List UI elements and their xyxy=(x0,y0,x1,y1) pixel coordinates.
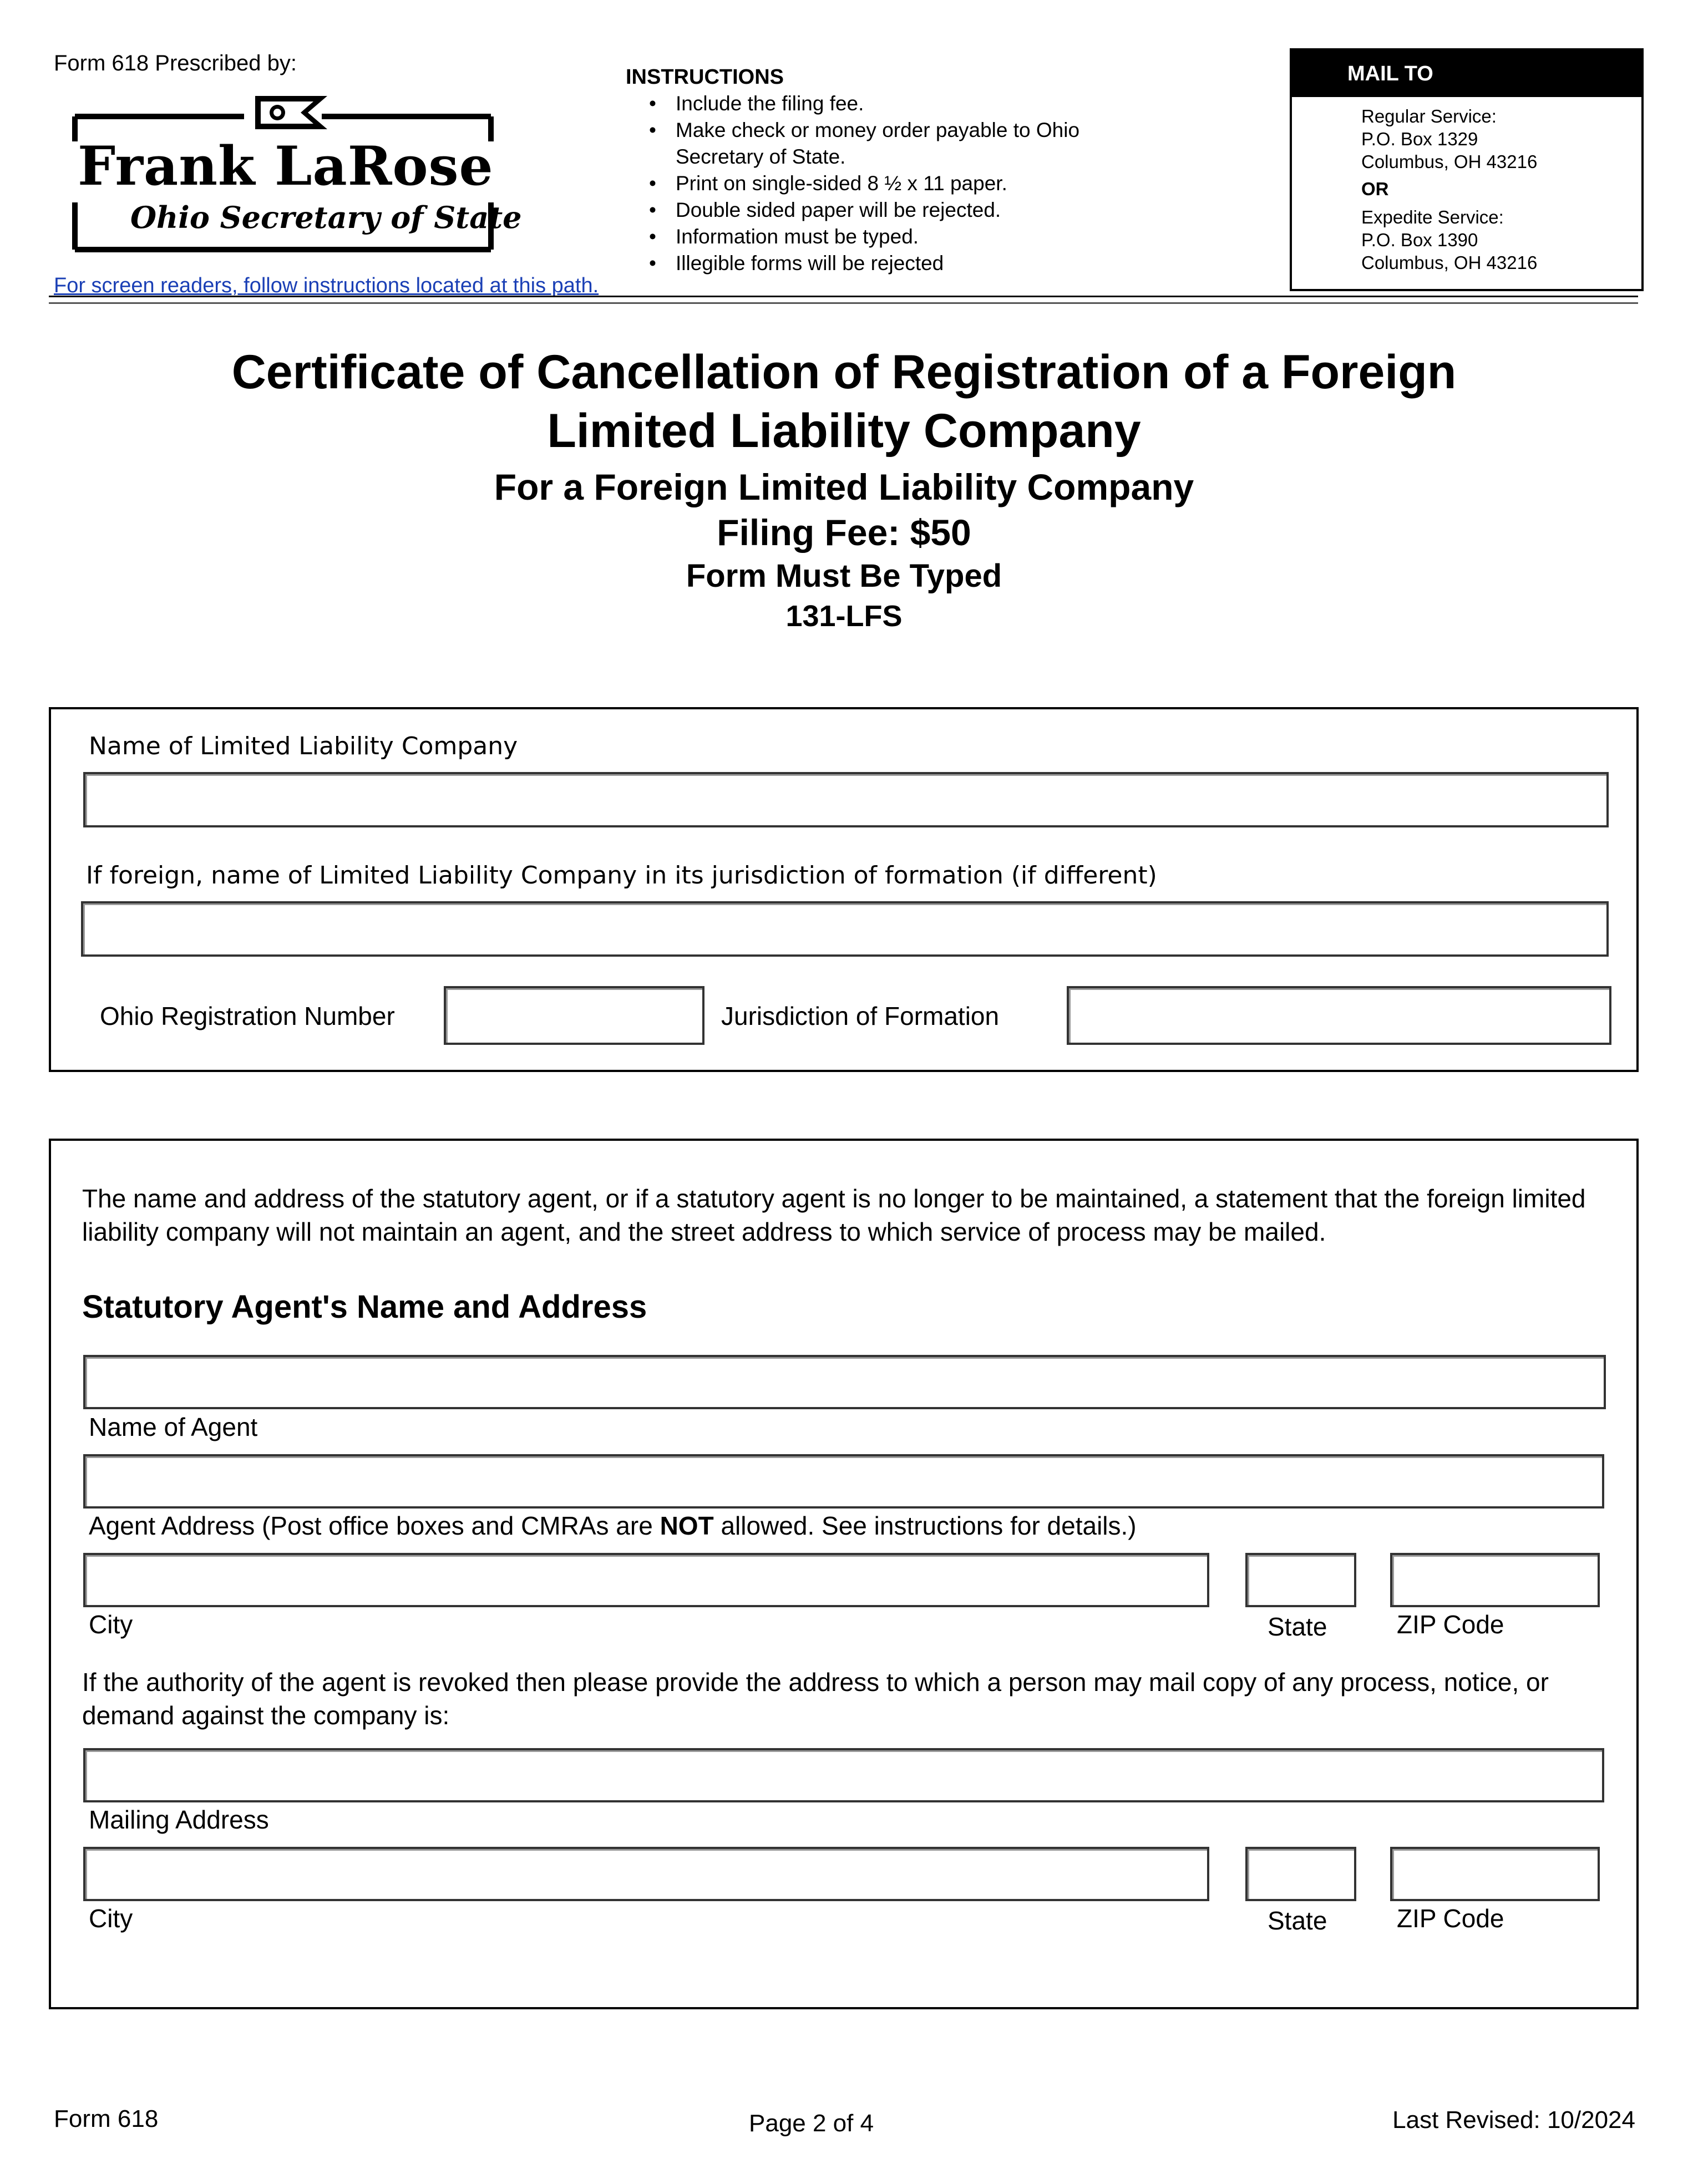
instruction-item: • Illegible forms will be rejected xyxy=(676,250,1125,277)
mailing-state-label: State xyxy=(1268,1906,1327,1935)
mailing-city-label: City xyxy=(89,1904,133,1933)
or-label: OR xyxy=(1361,179,1389,199)
logo-name: Frank LaRose xyxy=(78,135,494,197)
agent-heading: Statutory Agent's Name and Address xyxy=(82,1289,647,1325)
agent-address-input[interactable] xyxy=(83,1454,1604,1509)
agent-address-label: Agent Address (Post office boxes and CMRAs are NOT allowed. See instructions for details.) xyxy=(89,1511,1137,1540)
logo-subtitle: Ohio Secretary of State xyxy=(130,200,522,235)
mailing-zip-label: ZIP Code xyxy=(1397,1904,1504,1933)
agent-name-input[interactable] xyxy=(83,1355,1606,1409)
mailing-address-label: Mailing Address xyxy=(89,1805,269,1834)
jurisdiction-label: Jurisdiction of Formation xyxy=(721,1002,1000,1030)
screen-reader-link[interactable]: For screen readers, follow instructions located at this path. xyxy=(54,274,599,297)
jurisdiction-input[interactable] xyxy=(1067,986,1611,1045)
instruction-item: • Include the filing fee. xyxy=(676,90,1125,117)
mailing-city-input[interactable] xyxy=(83,1847,1209,1901)
foreign-name-input[interactable] xyxy=(81,901,1609,957)
mailing-state-input[interactable] xyxy=(1245,1847,1356,1901)
mail-to-title: MAIL TO xyxy=(1292,50,1641,97)
registration-number-input[interactable] xyxy=(444,986,704,1045)
instruction-item: • Double sided paper will be rejected. xyxy=(676,197,1125,224)
registration-number-label: Ohio Registration Number xyxy=(100,1002,395,1030)
foreign-name-label: If foreign, name of Limited Liability Company in its jurisdiction of formation (if different) xyxy=(86,861,1157,890)
form-code: 131-LFS xyxy=(785,600,903,633)
page-title-line1: Certificate of Cancellation of Registration of a Foreign xyxy=(231,346,1457,399)
agent-state-label: State xyxy=(1268,1612,1327,1641)
page-subtitle: For a Foreign Limited Liability Company xyxy=(494,466,1194,507)
header-rule xyxy=(49,296,1638,297)
regular-city: Columbus, OH 43216 xyxy=(1361,151,1538,172)
footer-page: Page 2 of 4 xyxy=(749,2110,874,2137)
expedite-city: Columbus, OH 43216 xyxy=(1361,252,1538,273)
prescribed-by: Form 618 Prescribed by: xyxy=(54,51,297,75)
page-title-line2: Limited Liability Company xyxy=(547,404,1141,458)
agent-city-input[interactable] xyxy=(83,1553,1209,1607)
revoked-text: If the authority of the agent is revoked then please provide the address to which a person may mail copy of any process, notice, or demand against the company is: xyxy=(82,1668,1549,1730)
agent-state-input[interactable] xyxy=(1245,1553,1356,1607)
instruction-item: • Information must be typed. xyxy=(676,224,1125,250)
company-name-input[interactable] xyxy=(83,772,1609,827)
expedite-po-box: P.O. Box 1390 xyxy=(1361,230,1478,250)
instructions xyxy=(626,65,1125,277)
secretary-logo xyxy=(72,92,522,258)
header-rule-secondary xyxy=(49,302,1638,304)
form-typed-notice: Form Must Be Typed xyxy=(686,558,1002,594)
footer-form: Form 618 xyxy=(54,2105,159,2132)
instruction-item: • Make check or money order payable to Ohio Secretary of State. xyxy=(676,117,1125,170)
footer-revised: Last Revised: 10/2024 xyxy=(1392,2106,1635,2134)
filing-fee: Filing Fee: $50 xyxy=(717,512,971,553)
agent-name-label: Name of Agent xyxy=(89,1413,258,1441)
regular-service-label: Regular Service: xyxy=(1361,106,1497,126)
mailing-zip-input[interactable] xyxy=(1390,1847,1600,1901)
mail-to-box xyxy=(1290,48,1644,291)
mailing-address-input[interactable] xyxy=(83,1748,1604,1802)
agent-zip-input[interactable] xyxy=(1390,1553,1600,1607)
instruction-item: • Print on single-sided 8 ½ x 11 paper. xyxy=(676,170,1125,197)
expedite-service-label: Expedite Service: xyxy=(1361,207,1504,227)
regular-po-box: P.O. Box 1329 xyxy=(1361,129,1478,149)
agent-zip-label: ZIP Code xyxy=(1397,1610,1504,1639)
instructions-title: INSTRUCTIONS xyxy=(626,65,784,89)
agent-city-label: City xyxy=(89,1610,133,1639)
agent-intro: The name and address of the statutory agent, or if a statutory agent is no longer to be maintained, a statement that the foreign limited liability company will not maintain an agent, and the street address to which service of process may be mailed. xyxy=(82,1184,1586,1246)
company-name-label: Name of Limited Liability Company xyxy=(89,732,518,760)
